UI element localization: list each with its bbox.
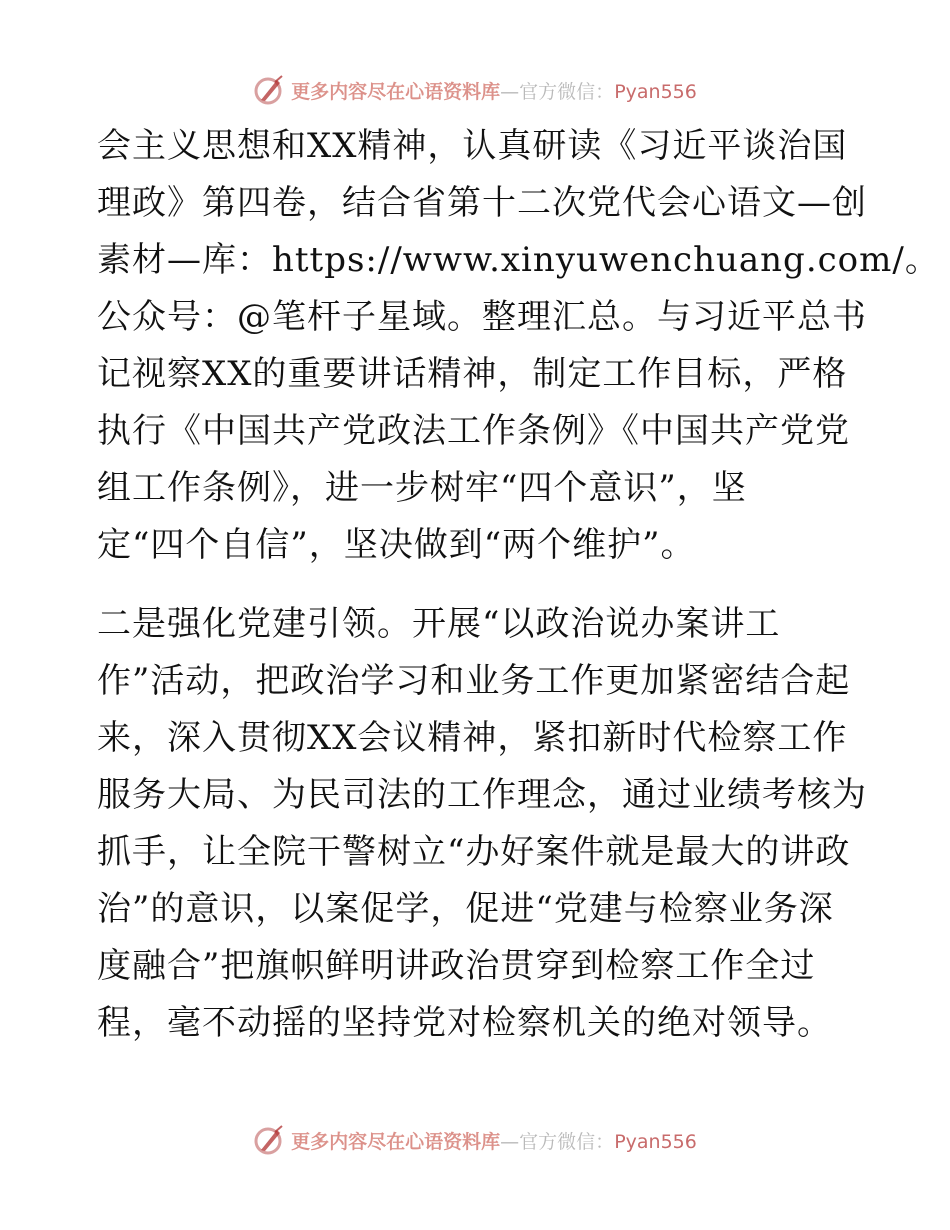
- paragraph-1: [97, 118, 940, 574]
- watermark-account: Pyan556: [614, 80, 697, 103]
- text-line: 二是强化党建引领。开展“以政治说办案讲工: [97, 604, 781, 644]
- text-line: 定“四个自信”，坚决做到“两个维护”。: [97, 525, 696, 565]
- paragraph-2: [97, 596, 867, 1052]
- quill-pen-circle-icon: [253, 1124, 285, 1156]
- text-line: 程，毫不动摇的坚持党对检察机关的绝对领导。: [97, 1003, 832, 1043]
- quill-pen-circle-icon: [253, 74, 285, 106]
- text-line: 作”活动，把政治学习和业务工作更加紧密结合起: [97, 661, 851, 701]
- paragraph-gap: [97, 574, 857, 596]
- footer-watermark: [0, 1118, 950, 1162]
- text-line: 抓手，让全院干警树立“办好案件就是最大的讲政: [97, 832, 851, 872]
- watermark-brand: 更多内容尽在心语资料库: [291, 1130, 501, 1153]
- text-line: 治”的意识，以案促学，促进“党建与检察业务深: [97, 889, 834, 929]
- watermark-account: Pyan556: [614, 1130, 697, 1153]
- watermark-brand: 更多内容尽在心语资料库: [291, 80, 501, 103]
- document-body: [97, 118, 940, 1052]
- watermark-wechat-label: 官方微信：: [519, 80, 615, 103]
- text-line: 组工作条例》，进一步树牢“四个意识”，坚: [97, 468, 747, 508]
- watermark-wechat-label: 官方微信：: [519, 1130, 615, 1153]
- watermark-separator: —: [500, 1130, 520, 1153]
- text-line: 度融合”把旗帜鲜明讲政治贯穿到检察工作全过: [97, 946, 816, 986]
- text-line: 来，深入贯彻XX会议精神，紧扣新时代检察工作: [97, 718, 848, 758]
- text-line: 会主义思想和XX精神，认真研读《习近平谈治国: [97, 126, 848, 166]
- text-line: 理政》第四卷，结合省第十二次党代会心语文—创: [97, 183, 867, 223]
- header-watermark: [0, 68, 950, 112]
- text-line: 素材—库：https://www.xinyuwenchuang.com/。: [97, 240, 940, 280]
- text-line: 公众号：@笔杆子星域。整理汇总。与习近平总书: [97, 297, 867, 337]
- watermark-separator: —: [500, 80, 520, 103]
- text-line: 执行《中国共产党政法工作条例》《中国共产党党: [97, 411, 850, 451]
- text-line: 服务大局、为民司法的工作理念，通过业绩考核为: [97, 775, 867, 815]
- text-line: 记视察XX的重要讲话精神，制定工作目标，严格: [97, 354, 848, 394]
